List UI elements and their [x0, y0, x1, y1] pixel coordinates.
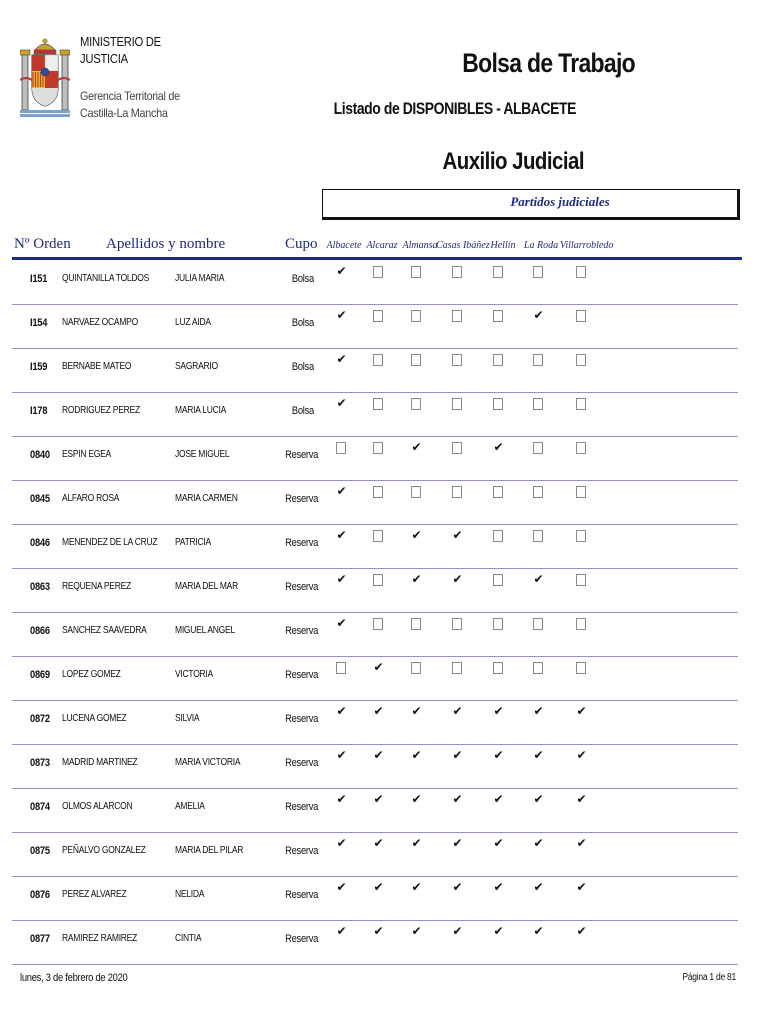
- checkbox-unchecked[interactable]: [493, 354, 503, 366]
- column-header-cupo: Cupo: [285, 236, 318, 252]
- row-cupo: Bolsa: [291, 361, 314, 373]
- checkbox-checked[interactable]: ✔: [533, 836, 544, 850]
- row-orden: 0840: [30, 449, 50, 461]
- row-divider: [12, 348, 738, 349]
- row-divider: [12, 436, 738, 437]
- row-orden: 0874: [30, 801, 50, 813]
- checkbox-checked[interactable]: ✔: [336, 528, 347, 542]
- checkbox-checked[interactable]: ✔: [336, 616, 347, 630]
- checkbox-unchecked[interactable]: [493, 310, 503, 322]
- row-cupo: Reserva: [285, 537, 319, 549]
- checkbox-unchecked[interactable]: [411, 618, 421, 630]
- row-apellidos: PEÑALVO GONZALEZ: [62, 845, 146, 856]
- checkbox-checked[interactable]: ✔: [336, 352, 347, 366]
- row-nombre: NELIDA: [175, 889, 205, 900]
- row-divider: [12, 568, 738, 569]
- checkbox-checked[interactable]: ✔: [336, 924, 347, 938]
- row-orden: 0863: [30, 581, 50, 593]
- table-row: [0, 263, 770, 307]
- row-cupo: Reserva: [285, 669, 319, 681]
- checkbox-unchecked[interactable]: [576, 530, 586, 542]
- checkbox-unchecked[interactable]: [373, 266, 383, 278]
- row-orden: 0875: [30, 845, 50, 857]
- page-title: Bolsa de Trabajo: [462, 48, 635, 78]
- row-cupo: Bolsa: [291, 273, 314, 285]
- row-apellidos: ALFARO ROSA: [62, 493, 120, 504]
- row-divider: [12, 876, 738, 877]
- column-header-partido: Casas Ibáñez: [436, 240, 490, 251]
- row-cupo: Bolsa: [291, 405, 314, 417]
- row-apellidos: PEREZ ALVAREZ: [62, 889, 127, 900]
- row-divider: [12, 304, 738, 305]
- row-nombre: JULIA MARIA: [175, 273, 225, 284]
- row-nombre: MARIA CARMEN: [175, 493, 238, 504]
- row-apellidos: LUCENA GOMEZ: [62, 713, 127, 724]
- checkbox-unchecked[interactable]: [373, 398, 383, 410]
- row-orden: 0846: [30, 537, 50, 549]
- checkbox-checked[interactable]: ✔: [336, 880, 347, 894]
- checkbox-checked[interactable]: ✔: [493, 704, 504, 718]
- checkbox-unchecked[interactable]: [452, 398, 462, 410]
- row-apellidos: NARVAEZ OCAMPO: [62, 317, 138, 328]
- checkbox-unchecked[interactable]: [411, 354, 421, 366]
- checkbox-unchecked[interactable]: [533, 266, 543, 278]
- checkbox-checked[interactable]: ✔: [533, 880, 544, 894]
- checkbox-unchecked[interactable]: [411, 266, 421, 278]
- column-header-partido: Hellín: [490, 240, 516, 251]
- checkbox-checked[interactable]: ✔: [411, 836, 422, 850]
- checkbox-unchecked[interactable]: [336, 662, 346, 674]
- checkbox-checked[interactable]: ✔: [452, 748, 463, 762]
- checkbox-unchecked[interactable]: [373, 618, 383, 630]
- row-orden: 0873: [30, 757, 50, 769]
- checkbox-unchecked[interactable]: [373, 486, 383, 498]
- row-cupo: Reserva: [285, 713, 319, 725]
- checkbox-unchecked[interactable]: [533, 486, 543, 498]
- checkbox-unchecked[interactable]: [493, 530, 503, 542]
- checkbox-unchecked[interactable]: [373, 530, 383, 542]
- checkbox-checked[interactable]: ✔: [533, 924, 544, 938]
- row-nombre: MARIA LUCIA: [175, 405, 227, 416]
- checkbox-unchecked[interactable]: [576, 574, 586, 586]
- row-apellidos: QUINTANILLA TOLDOS: [62, 273, 150, 284]
- checkbox-unchecked[interactable]: [411, 662, 421, 674]
- column-header-partido: Almansa: [402, 240, 438, 251]
- checkbox-checked[interactable]: ✔: [533, 748, 544, 762]
- spain-coat-of-arms-icon: [20, 36, 70, 122]
- checkbox-unchecked[interactable]: [533, 354, 543, 366]
- table-row: [0, 615, 770, 659]
- checkbox-checked[interactable]: ✔: [452, 528, 463, 542]
- row-cupo: Reserva: [285, 493, 319, 505]
- row-nombre: MARIA VICTORIA: [175, 757, 241, 768]
- checkbox-checked[interactable]: ✔: [411, 704, 422, 718]
- footer-date: lunes, 3 de febrero de 2020: [20, 972, 128, 984]
- row-nombre: MARIA DEL MAR: [175, 581, 238, 592]
- checkbox-unchecked[interactable]: [576, 398, 586, 410]
- table-row: [0, 439, 770, 483]
- table-row: [0, 395, 770, 439]
- row-orden: 0872: [30, 713, 50, 725]
- checkbox-checked[interactable]: ✔: [336, 704, 347, 718]
- table-row: [0, 747, 770, 791]
- row-divider: [12, 920, 738, 921]
- checkbox-checked[interactable]: ✔: [493, 440, 504, 454]
- checkbox-checked[interactable]: ✔: [576, 704, 587, 718]
- row-cupo: Reserva: [285, 581, 319, 593]
- checkbox-unchecked[interactable]: [452, 310, 462, 322]
- row-orden: I178: [30, 405, 48, 417]
- row-cupo: Reserva: [285, 889, 319, 901]
- checkbox-checked[interactable]: ✔: [411, 440, 422, 454]
- checkbox-checked[interactable]: ✔: [373, 924, 384, 938]
- checkbox-checked[interactable]: ✔: [576, 880, 587, 894]
- checkbox-checked[interactable]: ✔: [411, 572, 422, 586]
- row-cupo: Reserva: [285, 933, 319, 945]
- checkbox-unchecked[interactable]: [452, 662, 462, 674]
- checkbox-unchecked[interactable]: [336, 442, 346, 454]
- row-divider: [12, 744, 738, 745]
- checkbox-unchecked[interactable]: [452, 442, 462, 454]
- checkbox-checked[interactable]: ✔: [411, 792, 422, 806]
- page-subtitle: Listado de DISPONIBLES - ALBACETE: [333, 99, 576, 118]
- row-apellidos: REQUENA PEREZ: [62, 581, 131, 592]
- checkbox-checked[interactable]: ✔: [452, 572, 463, 586]
- checkbox-checked[interactable]: ✔: [336, 836, 347, 850]
- checkbox-unchecked[interactable]: [411, 398, 421, 410]
- row-apellidos: MENENDEZ DE LA CRUZ: [62, 537, 158, 548]
- checkbox-unchecked[interactable]: [533, 530, 543, 542]
- checkbox-checked[interactable]: ✔: [452, 924, 463, 938]
- checkbox-checked[interactable]: ✔: [411, 880, 422, 894]
- row-apellidos: OLMOS ALARCON: [62, 801, 133, 812]
- row-nombre: MIGUEL ANGEL: [175, 625, 235, 636]
- checkbox-unchecked[interactable]: [493, 618, 503, 630]
- column-header-orden: Nº Orden: [14, 236, 71, 252]
- row-nombre: VICTORIA: [175, 669, 213, 680]
- table-row: [0, 791, 770, 835]
- row-apellidos: SANCHEZ SAAVEDRA: [62, 625, 147, 636]
- checkbox-checked[interactable]: ✔: [336, 264, 347, 278]
- checkbox-checked[interactable]: ✔: [373, 792, 384, 806]
- row-nombre: SAGRARIO: [175, 361, 218, 372]
- row-nombre: JOSE MIGUEL: [175, 449, 230, 460]
- column-header-partido: La Roda: [523, 240, 559, 251]
- table-row: [0, 659, 770, 703]
- checkbox-unchecked[interactable]: [576, 486, 586, 498]
- checkbox-unchecked[interactable]: [373, 310, 383, 322]
- checkbox-checked[interactable]: ✔: [576, 924, 587, 938]
- row-apellidos: LOPEZ GOMEZ: [62, 669, 121, 680]
- checkbox-unchecked[interactable]: [493, 486, 503, 498]
- checkbox-checked[interactable]: ✔: [373, 836, 384, 850]
- checkbox-checked[interactable]: ✔: [493, 748, 504, 762]
- row-orden: 0877: [30, 933, 50, 945]
- checkbox-unchecked[interactable]: [576, 310, 586, 322]
- column-header-partido: Villarrobledo: [560, 240, 614, 251]
- checkbox-unchecked[interactable]: [493, 266, 503, 278]
- row-nombre: PATRICIA: [175, 537, 211, 548]
- checkbox-checked[interactable]: ✔: [452, 792, 463, 806]
- checkbox-checked[interactable]: ✔: [373, 880, 384, 894]
- checkbox-unchecked[interactable]: [533, 618, 543, 630]
- row-divider: [12, 832, 738, 833]
- checkbox-checked[interactable]: ✔: [336, 572, 347, 586]
- row-orden: I154: [30, 317, 48, 329]
- checkbox-checked[interactable]: ✔: [493, 880, 504, 894]
- checkbox-checked[interactable]: ✔: [533, 792, 544, 806]
- checkbox-checked[interactable]: ✔: [411, 748, 422, 762]
- checkbox-unchecked[interactable]: [373, 354, 383, 366]
- table-row: [0, 483, 770, 527]
- checkbox-checked[interactable]: ✔: [411, 528, 422, 542]
- checkbox-checked[interactable]: ✔: [493, 924, 504, 938]
- row-cupo: Reserva: [285, 625, 319, 637]
- checkbox-checked[interactable]: ✔: [493, 836, 504, 850]
- checkbox-unchecked[interactable]: [493, 574, 503, 586]
- row-apellidos: RAMIREZ RAMIREZ: [62, 933, 138, 944]
- row-cupo: Reserva: [285, 449, 319, 461]
- row-cupo: Reserva: [285, 801, 319, 813]
- table-row: [0, 307, 770, 351]
- checkbox-checked[interactable]: ✔: [576, 748, 587, 762]
- checkbox-unchecked[interactable]: [411, 310, 421, 322]
- checkbox-unchecked[interactable]: [576, 442, 586, 454]
- checkbox-checked[interactable]: ✔: [336, 748, 347, 762]
- partidos-group-label: Partidos judiciales: [510, 194, 610, 209]
- row-divider: [12, 480, 738, 481]
- checkbox-unchecked[interactable]: [533, 442, 543, 454]
- checkbox-checked[interactable]: ✔: [373, 704, 384, 718]
- checkbox-unchecked[interactable]: [493, 398, 503, 410]
- row-cupo: Reserva: [285, 757, 319, 769]
- row-apellidos: RODRIGUEZ PEREZ: [62, 405, 140, 416]
- row-divider: [12, 524, 738, 525]
- checkbox-checked[interactable]: ✔: [452, 880, 463, 894]
- table-row: [0, 351, 770, 395]
- checkbox-checked[interactable]: ✔: [533, 572, 544, 586]
- checkbox-unchecked[interactable]: [576, 662, 586, 674]
- checkbox-unchecked[interactable]: [533, 398, 543, 410]
- row-apellidos: MADRID MARTINEZ: [62, 757, 138, 768]
- column-header-apellidos-nombre: Apellidos y nombre: [106, 236, 226, 252]
- row-orden: 0876: [30, 889, 50, 901]
- row-orden: I159: [30, 361, 48, 373]
- row-divider: [12, 788, 738, 789]
- checkbox-checked[interactable]: ✔: [576, 836, 587, 850]
- section-title: Auxilio Judicial: [442, 148, 584, 175]
- table-row: [0, 835, 770, 879]
- row-cupo: Reserva: [285, 845, 319, 857]
- checkbox-unchecked[interactable]: [452, 354, 462, 366]
- row-apellidos: ESPIN EGEA: [62, 449, 111, 460]
- checkbox-unchecked[interactable]: [452, 486, 462, 498]
- table-row: [0, 703, 770, 747]
- partidos-group-header: [322, 189, 740, 220]
- row-orden: 0869: [30, 669, 50, 681]
- checkbox-unchecked[interactable]: [493, 662, 503, 674]
- checkbox-checked[interactable]: ✔: [336, 308, 347, 322]
- checkbox-unchecked[interactable]: [373, 574, 383, 586]
- checkbox-unchecked[interactable]: [533, 662, 543, 674]
- row-cupo: Bolsa: [291, 317, 314, 329]
- row-orden: 0845: [30, 493, 50, 505]
- checkbox-checked[interactable]: ✔: [336, 792, 347, 806]
- row-orden: 0866: [30, 625, 50, 637]
- checkbox-unchecked[interactable]: [576, 618, 586, 630]
- row-divider: [12, 656, 738, 657]
- checkbox-checked[interactable]: ✔: [373, 660, 384, 674]
- checkbox-checked[interactable]: ✔: [493, 792, 504, 806]
- checkbox-checked[interactable]: ✔: [452, 704, 463, 718]
- column-header-partido: Albacete: [326, 240, 362, 251]
- row-divider: [12, 964, 738, 965]
- checkbox-unchecked[interactable]: [411, 486, 421, 498]
- checkbox-checked[interactable]: ✔: [336, 484, 347, 498]
- checkbox-unchecked[interactable]: [452, 266, 462, 278]
- checkbox-checked[interactable]: ✔: [373, 748, 384, 762]
- ministry-name: MINISTERIO DE JUSTICIA: [80, 35, 161, 66]
- row-orden: I151: [30, 273, 48, 285]
- row-nombre: LUZ AIDA: [175, 317, 211, 328]
- row-nombre: AMELIA: [175, 801, 205, 812]
- row-nombre: SILVIA: [175, 713, 200, 724]
- checkbox-checked[interactable]: ✔: [576, 792, 587, 806]
- table-row: [0, 879, 770, 923]
- row-divider: [12, 612, 738, 613]
- checkbox-unchecked[interactable]: [452, 618, 462, 630]
- row-apellidos: BERNABE MATEO: [62, 361, 132, 372]
- checkbox-unchecked[interactable]: [576, 266, 586, 278]
- footer-page-number: Página 1 de 81: [682, 972, 736, 983]
- checkbox-checked[interactable]: ✔: [336, 396, 347, 410]
- header-divider: [12, 257, 742, 260]
- checkbox-checked[interactable]: ✔: [411, 924, 422, 938]
- checkbox-unchecked[interactable]: [373, 442, 383, 454]
- table-row: [0, 527, 770, 571]
- row-divider: [12, 392, 738, 393]
- column-header-partido: Alcaraz: [366, 240, 398, 251]
- checkbox-unchecked[interactable]: [576, 354, 586, 366]
- table-row: [0, 923, 770, 967]
- office-name: Gerencia Territorial de Castilla-La Mancha: [80, 89, 180, 120]
- checkbox-checked[interactable]: ✔: [452, 836, 463, 850]
- checkbox-checked[interactable]: ✔: [533, 704, 544, 718]
- table-row: [0, 571, 770, 615]
- row-nombre: CINTIA: [175, 933, 202, 944]
- row-divider: [12, 700, 738, 701]
- row-nombre: MARIA DEL PILAR: [175, 845, 244, 856]
- checkbox-checked[interactable]: ✔: [533, 308, 544, 322]
